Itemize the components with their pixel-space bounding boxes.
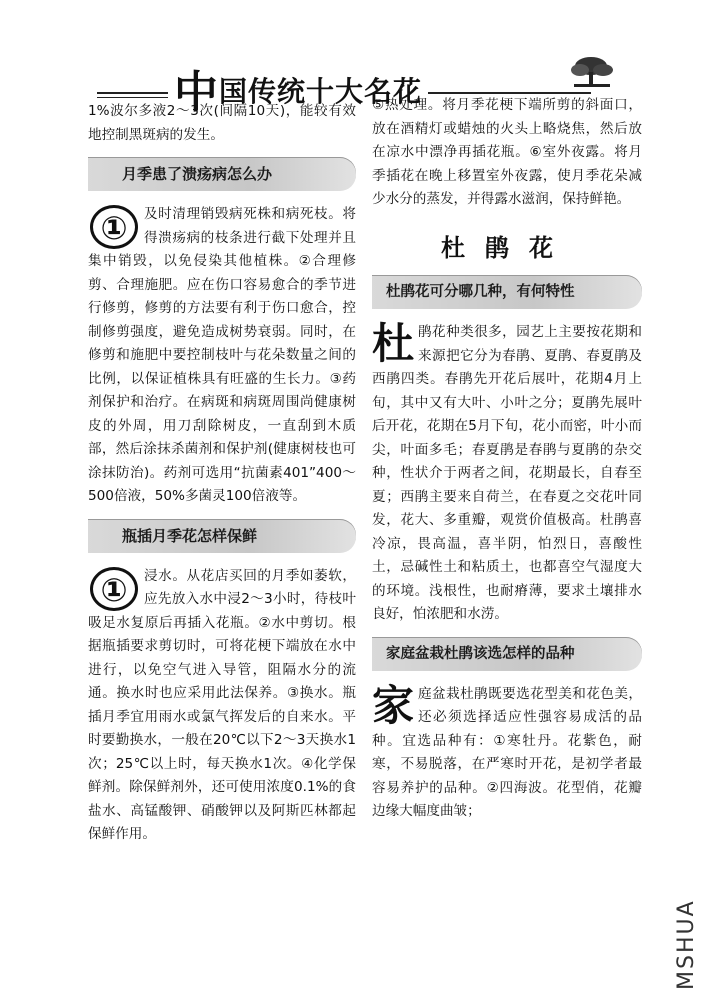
watermark bbox=[672, 899, 702, 992]
watermark-text: MSHUA bbox=[674, 899, 699, 990]
section-title: 杜鹃花 bbox=[441, 232, 573, 262]
continued-paragraph: ⑤热处理。将月季花梗下端所剪的斜面口，放在酒精灯或蜡烛的火头上略烧焦，然后放在凉水中漂净再插花瓶。⑥室外夜露。将月季插花在晚上移置室外夜露，使月季花朵减少水分的蒸发，并得露水滋润，保持鲜艳。 bbox=[372, 97, 642, 207]
left-column bbox=[88, 100, 356, 847]
intro-paragraph: 1%波尔多液2～3次(间隔10天)，能较有效地控制黑斑病的发生。 bbox=[88, 103, 356, 143]
article-block bbox=[372, 680, 642, 824]
article-block bbox=[372, 321, 642, 627]
page-title-initial: 中 bbox=[174, 67, 219, 118]
dropcap-character: 家 bbox=[372, 680, 415, 730]
section-heading: 瓶插月季花怎样保鲜 bbox=[88, 519, 356, 553]
tree-icon bbox=[566, 52, 616, 90]
dropcap-character: 杜 bbox=[372, 319, 415, 368]
article-block bbox=[88, 565, 356, 847]
page-title-rest: 国传统十大名花 bbox=[219, 75, 423, 108]
article-body: 及时清理销毁病死株和病死枝。将得溃疡病的枝条进行截下处理并且集中销毁，以免侵染其他植株。②合理修剪、合理施肥。应在伤口容易愈合的季节进行修剪，修剪的方法要有利于伤口愈合，控制修剪强度，避免造成树势衰弱。同时，在修剪和施肥中要控制枝叶与花朵数量之间的比例，以保证植株具有旺盛的生长力。③药剂保护和治疗。在病斑和病斑周围尚健康树皮的外周，用刀刮除树皮，一直刮到木质部，然后涂抹杀菌剂和保护剂(健康树枝也可涂抹防治)。药剂可选用“抗菌素401”400～500倍液，50%多菌灵100倍液等。 bbox=[88, 206, 356, 504]
article-body: 鹃花种类很多，园艺上主要按花期和来源把它分为春鹃、夏鹃、春夏鹃及西鹃四类。春鹃先开花后展叶，花期4月上旬，其中又有大叶、小叶之分；夏鹃先展叶后开花，花期在5月下旬，花小而密，叶小而尖，叶面多毛；春夏鹃是春鹃与夏鹃的杂交种，性状介于两者之间，花期最长，自春至夏；西鹃主要来自荷兰，在春夏之交花叶同发，花大、多重瓣，观赏价值极高。杜鹃喜冷凉，畏高温，喜半阴，怕烈日，喜酸性土，忌碱性土和粘质土，也都喜空气湿度大的环境。浅根性，也耐瘠薄，要求土壤排水良好，怕浓肥和水涝。 bbox=[372, 324, 642, 622]
article-body: 庭盆栽杜鹃既要选花型美和花色美，还必须选择适应性强容易成活的品种。宜选品种有：①寒牡丹。花紫色，耐寒，不易脱落，在严寒时开花，是初学者最容易养护的品种。②四海波。花型俏，花瓣边缘大幅度曲皱； bbox=[372, 685, 642, 819]
dropcap-number: ① bbox=[90, 205, 138, 249]
section-heading: 家庭盆栽杜鹃该选怎样的品种 bbox=[372, 637, 642, 671]
right-column bbox=[372, 94, 642, 824]
article-block bbox=[88, 203, 356, 509]
section-heading: 杜鹃花可分哪几种，有何特性 bbox=[372, 275, 642, 309]
dropcap-number: ① bbox=[90, 567, 138, 611]
section-heading: 月季患了溃疡病怎么办 bbox=[88, 157, 356, 191]
article-body: 浸水。从花店买回的月季如萎软，应先放入水中浸2～3小时，待枝叶吸足水复原后再插入花瓶。②水中剪切。根据瓶插要求剪切时，可将花梗下端放在水中进行，以免空气进入导管，阻隔水分的流通。换水时也应采用此法保养。③换水。瓶插月季宜用雨水或氯气挥发后的自来水。平时要勤换水，一般在20℃以下2～3天换水1次；25℃以上时，每天换水1次。④化学保鲜剂。除保鲜剂外，还可使用浓度0.1%的食盐水、高锰酸钾、硝酸钾以及阿斯匹林都起保鲜作用。 bbox=[88, 567, 356, 842]
